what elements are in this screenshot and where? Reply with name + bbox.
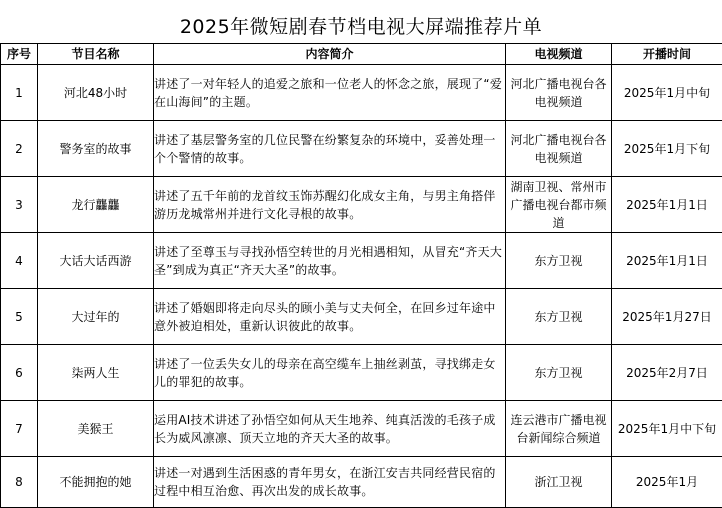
table-row bbox=[1, 121, 722, 177]
table-row bbox=[1, 401, 722, 457]
cell-desc: 运用AI技术讲述了孙悟空如何从天生地养、纯真活泼的毛孩子成长为威风凛凛、顶天立地的齐天大圣的故事。 bbox=[154, 401, 506, 457]
table-row bbox=[1, 65, 722, 121]
cell-no: 7 bbox=[1, 401, 38, 457]
cell-time: 2025年1月1日 bbox=[612, 233, 722, 289]
page-title: 2025年微短剧春节档电视大屏端推荐片单 bbox=[0, 14, 722, 40]
cell-time: 2025年1月下旬 bbox=[612, 121, 722, 177]
cell-no: 3 bbox=[1, 177, 38, 233]
cell-channel: 浙江卫视 bbox=[506, 457, 612, 508]
cell-channel: 东方卫视 bbox=[506, 345, 612, 401]
cell-name: 警务室的故事 bbox=[38, 121, 154, 177]
cell-no: 5 bbox=[1, 289, 38, 345]
cell-no: 1 bbox=[1, 65, 38, 121]
cell-channel: 连云港市广播电视台新闻综合频道 bbox=[506, 401, 612, 457]
cell-no: 6 bbox=[1, 345, 38, 401]
cell-time: 2025年1月 bbox=[612, 457, 722, 508]
header-no: 序号 bbox=[1, 44, 38, 65]
cell-time: 2025年1月中下旬 bbox=[612, 401, 722, 457]
header-name: 节目名称 bbox=[38, 44, 154, 65]
cell-name: 大话大话西游 bbox=[38, 233, 154, 289]
cell-name: 大过年的 bbox=[38, 289, 154, 345]
cell-time: 2025年1月中旬 bbox=[612, 65, 722, 121]
cell-name: 柒两人生 bbox=[38, 345, 154, 401]
cell-channel: 河北广播电视台各电视频道 bbox=[506, 65, 612, 121]
cell-channel: 东方卫视 bbox=[506, 289, 612, 345]
cell-time: 2025年1月1日 bbox=[612, 177, 722, 233]
cell-desc: 讲述了一对年轻人的追爱之旅和一位老人的怀念之旅，展现了“爱在山海间”的主题。 bbox=[154, 65, 506, 121]
table-row bbox=[1, 177, 722, 233]
cell-desc: 讲述了婚姻即将走向尽头的顾小美与丈夫何全，在回乡过年途中意外被迫相处，重新认识彼此的故事。 bbox=[154, 289, 506, 345]
cell-name: 美猴王 bbox=[38, 401, 154, 457]
cell-time: 2025年2月7日 bbox=[612, 345, 722, 401]
cell-name: 不能拥抱的她 bbox=[38, 457, 154, 508]
cell-no: 8 bbox=[1, 457, 38, 508]
cell-no: 2 bbox=[1, 121, 38, 177]
cell-desc: 讲述了至尊玉与寻找孙悟空转世的月光相遇相知，从冒充“齐天大圣”到成为真正“齐天大圣”的故事。 bbox=[154, 233, 506, 289]
cell-channel: 东方卫视 bbox=[506, 233, 612, 289]
table-header-row bbox=[1, 44, 722, 65]
cell-desc: 讲述了五千年前的龙首纹玉饰苏醒幻化成女主角，与男主角搭伴游历龙城常州并进行文化寻根的故事。 bbox=[154, 177, 506, 233]
cell-no: 4 bbox=[1, 233, 38, 289]
cell-channel: 河北广播电视台各电视频道 bbox=[506, 121, 612, 177]
cell-desc: 讲述一对遇到生活困惑的青年男女，在浙江安吉共同经营民宿的过程中相互治愈、再次出发的成长故事。 bbox=[154, 457, 506, 508]
cell-name: 龙行龘龘 bbox=[38, 177, 154, 233]
cell-time: 2025年1月27日 bbox=[612, 289, 722, 345]
table-row bbox=[1, 289, 722, 345]
cell-desc: 讲述了基层警务室的几位民警在纷繁复杂的环境中，妥善处理一个个警情的故事。 bbox=[154, 121, 506, 177]
cell-channel: 湖南卫视、常州市广播电视台都市频道 bbox=[506, 177, 612, 233]
header-time: 开播时间 bbox=[612, 44, 722, 65]
recommendation-table bbox=[0, 43, 722, 508]
table-row bbox=[1, 233, 722, 289]
cell-name: 河北48小时 bbox=[38, 65, 154, 121]
table-row bbox=[1, 345, 722, 401]
table-row bbox=[1, 457, 722, 508]
header-desc: 内容简介 bbox=[154, 44, 506, 65]
cell-desc: 讲述了一位丢失女儿的母亲在高空缆车上抽丝剥茧，寻找绑走女儿的罪犯的故事。 bbox=[154, 345, 506, 401]
header-channel: 电视频道 bbox=[506, 44, 612, 65]
